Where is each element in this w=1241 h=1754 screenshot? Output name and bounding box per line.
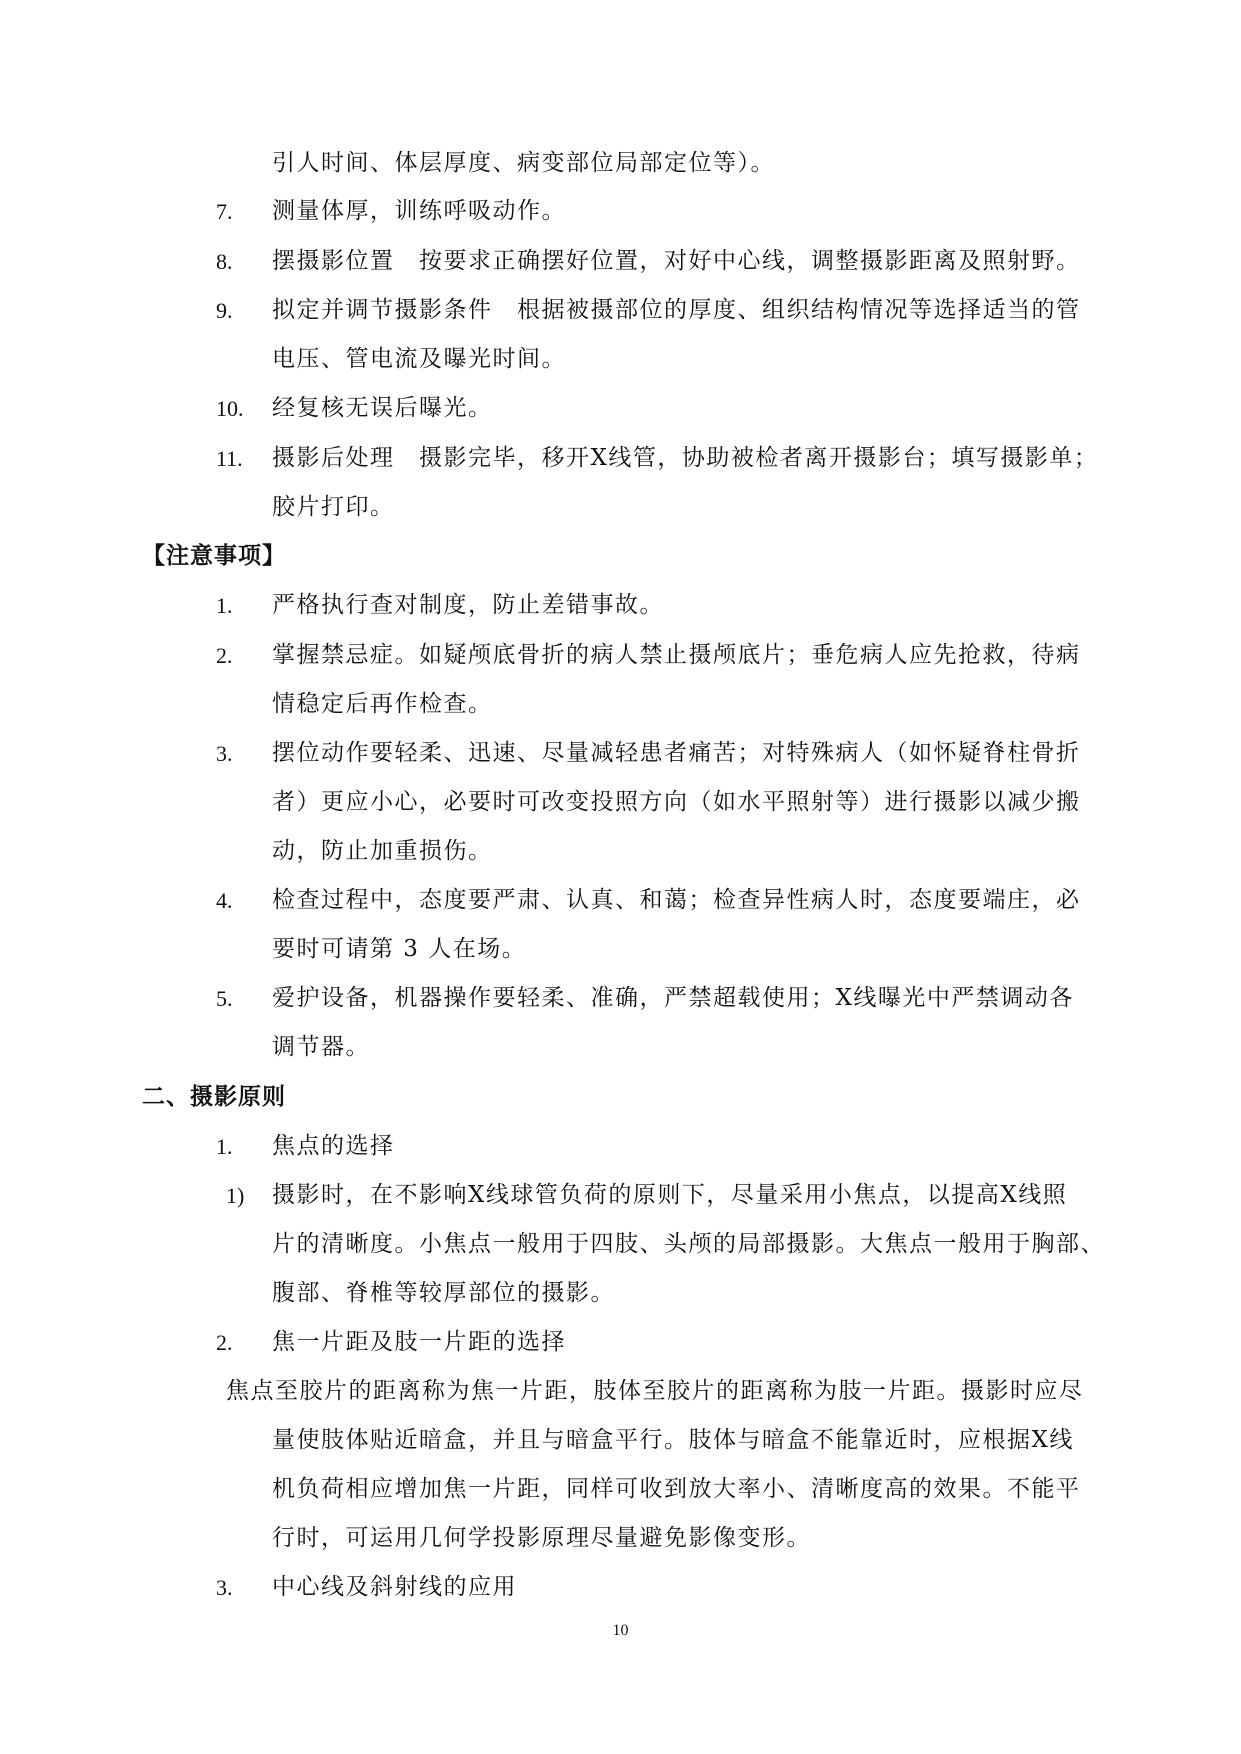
step-9-number: 9. [216, 298, 233, 323]
continuation-line: 引人时间、体层厚度、病变部位局部定位等）。 [272, 150, 775, 176]
note-5-line-1: 爱护设备，机器操作要轻柔、准确，严禁超载使用；X线曝光中严禁调动各 [272, 985, 1074, 1011]
note-4-line-2: 要时可请第 3 人在场。 [272, 936, 527, 962]
note-1-number: 1. [216, 593, 233, 618]
page-number: 10 [612, 1622, 629, 1639]
principle-2-title: 焦一片距及肢一片距的选择 [272, 1329, 566, 1355]
step-11-line-2: 胶片打印。 [272, 494, 395, 520]
note-2-line-2: 情稳定后再作检查。 [272, 691, 493, 717]
principle-1a-line-2: 片的清晰度。小焦点一般用于四肢、头颅的局部摄影。大焦点一般用于胸部、 [272, 1231, 1105, 1257]
step-10-text: 经复核无误后曝光。 [272, 395, 493, 421]
principles-heading: 二、摄影原则 [142, 1083, 286, 1110]
principle-2-para-line-4: 行时，可运用几何学投影原理尽量避免影像变形。 [272, 1525, 811, 1551]
principle-1-number: 1. [216, 1134, 233, 1159]
note-3-number: 3. [216, 741, 233, 766]
principle-2-number: 2. [216, 1330, 233, 1355]
principle-2-para-line-3: 机负荷相应增加焦一片距，同样可收到放大率小、清晰度高的效果。不能平 [272, 1476, 1081, 1502]
note-4-number: 4. [216, 888, 233, 913]
principle-2-para-line-1: 焦点至胶片的距离称为焦一片距，肢体至胶片的距离称为肢一片距。摄影时应尽 [226, 1378, 1084, 1404]
principle-1a-line-3: 腹部、脊椎等较厚部位的摄影。 [272, 1280, 615, 1306]
note-2-line-1: 掌握禁忌症。如疑颅底骨折的病人禁止摄颅底片；垂危病人应先抢救，待病 [272, 642, 1081, 668]
principle-3-title: 中心线及斜射线的应用 [272, 1574, 517, 1600]
step-7-number: 7. [216, 199, 233, 224]
note-4-line-1: 检查过程中，态度要严肃、认真、和蔼；检查异性病人时，态度要端庄，必 [272, 887, 1081, 913]
step-9-line-2: 电压、管电流及曝光时间。 [272, 346, 566, 372]
step-11-line-1: 摄影后处理 摄影完毕，移开X线管，协助被检者离开摄影台；填写摄影单； [272, 445, 1099, 471]
step-9-line-1: 拟定并调节摄影条件 根据被摄部位的厚度、组织结构情况等选择适当的管 [272, 297, 1081, 323]
note-3-line-2: 者）更应小心，必要时可改变投照方向（如水平照射等）进行摄影以减少搬 [272, 789, 1081, 815]
note-3-line-3: 动，防止加重损伤。 [272, 838, 493, 864]
note-5-number: 5. [216, 986, 233, 1011]
principle-1a-line-1: 摄影时，在不影响X线球管负荷的原则下，尽量采用小焦点，以提高X线照 [272, 1182, 1068, 1208]
principle-1-title: 焦点的选择 [272, 1133, 395, 1159]
step-11-number: 11. [216, 446, 243, 471]
step-8-number: 8. [216, 249, 233, 274]
note-2-number: 2. [216, 643, 233, 668]
principle-1a-number: 1) [226, 1183, 245, 1208]
step-8-text: 摆摄影位置 按要求正确摆好位置，对好中心线，调整摄影距离及照射野。 [272, 248, 1081, 274]
step-7-text: 测量体厚，训练呼吸动作。 [272, 198, 566, 224]
step-10-number: 10. [216, 396, 244, 421]
principle-3-number: 3. [216, 1575, 233, 1600]
note-1-text: 严格执行查对制度，防止差错事故。 [272, 592, 664, 618]
note-3-line-1: 摆位动作要轻柔、迅速、尽量减轻患者痛苦；对特殊病人（如怀疑脊柱骨折 [272, 740, 1081, 766]
principle-2-para-line-2: 量使肢体贴近暗盒，并且与暗盒平行。肢体与暗盒不能靠近时，应根据X线 [272, 1427, 1074, 1453]
notes-heading: 【注意事项】 [142, 542, 286, 569]
note-5-line-2: 调节器。 [272, 1034, 370, 1060]
